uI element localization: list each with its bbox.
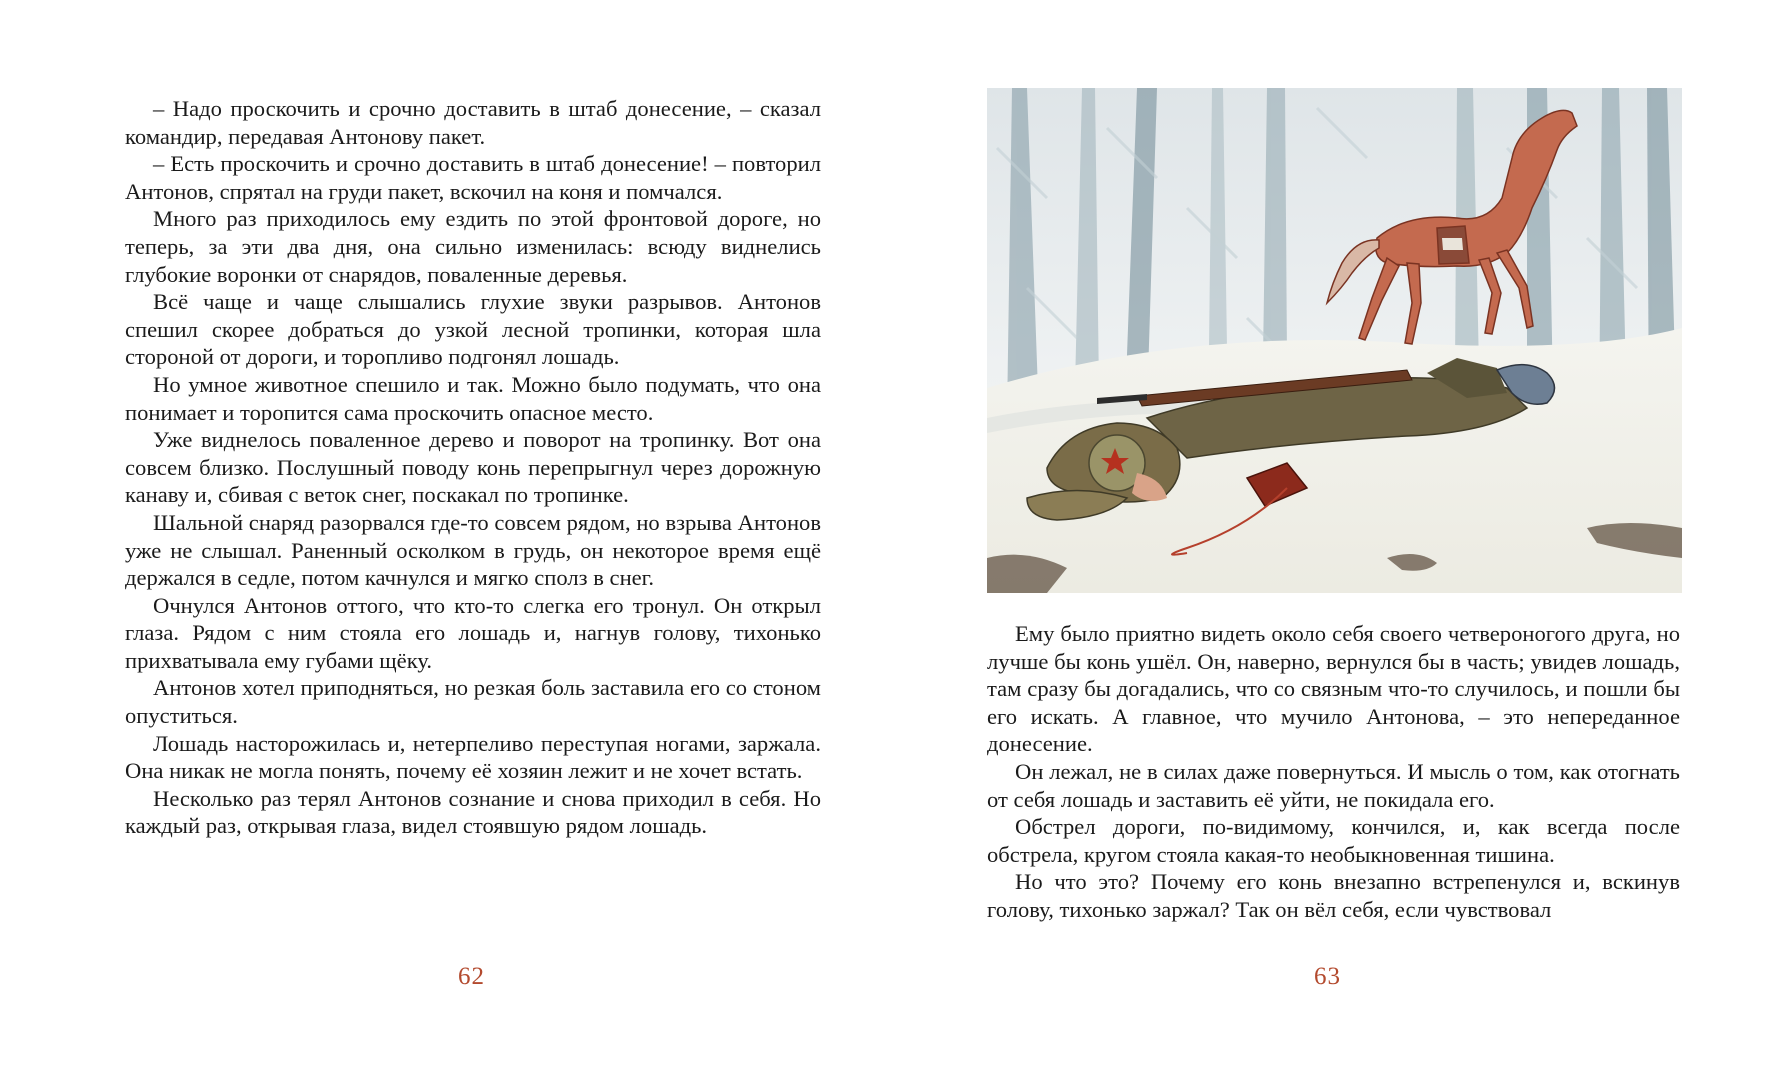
- horse-and-fallen-soldier-illustration: [987, 88, 1682, 593]
- paragraph: Уже виднелось поваленное дерево и поворот на тропинку. Вот она совсем близко. Послушный поводу конь перепрыгнул через дорожную канаву и, сбивая с веток снег, поскакал по тропинке.: [125, 427, 821, 508]
- paragraph: Обстрел дороги, по-видимому, кончился, и, как всегда после обстрела, кругом стояла какая-то необыкновенная тишина.: [987, 814, 1680, 867]
- paragraph: Шальной снаряд разорвался где-то совсем рядом, но взрыва Антонов уже не слышал. Раненный осколком в грудь, он некоторое время ещё держался в седле, потом качнулся и мягко сполз в снег.: [125, 509, 821, 591]
- paragraph: Всё чаще и чаще слышались глухие звуки разрывов. Антонов спешил скорее добраться до узкой лесной тропинки, которая шла стороной от дороги, и торопливо подгонял лошадь.: [125, 289, 821, 370]
- page-number-left: 62: [458, 963, 485, 990]
- paragraph: Лошадь насторожилась и, нетерпеливо переступая ногами, заржала. Она никак не могла понять, почему её хозяин лежит и не хочет встать.: [125, 730, 821, 784]
- paragraph: – Надо проскочить и срочно доставить в штаб донесение, – сказал командир, передавая Антонову пакет.: [125, 96, 821, 149]
- paragraph: Но умное животное спешило и так. Можно было подумать, что она понимает и торопится сама проскочить опасное место.: [125, 371, 821, 425]
- right-page-text: [987, 620, 1680, 924]
- paragraph: Он лежал, не в силах даже повернуться. И мысль о том, как отогнать от себя лошадь и заставить её уйти, не покидала его.: [987, 758, 1680, 812]
- paragraph: Очнулся Антонов оттого, что кто-то слегка его тронул. Он открыл глаза. Рядом с ним стояла его лошадь и, нагнув голову, тихонько прихватывала ему губами щёку.: [125, 592, 821, 673]
- page-number-right: 63: [1314, 963, 1341, 990]
- left-page-text: [125, 95, 821, 840]
- paragraph: Несколько раз терял Антонов сознание и снова приходил в себя. Но каждый раз, открывая глаза, видел стоявшую рядом лошадь.: [125, 785, 821, 839]
- paragraph: Антонов хотел приподняться, но резкая боль заставила его со стоном опуститься.: [125, 675, 821, 729]
- paragraph: – Есть проскочить и срочно доставить в штаб донесение! – повторил Антонов, спрятал на груди пакет, вскочил на коня и помчался.: [125, 151, 821, 204]
- paragraph: Ему было приятно видеть около себя своего четвероногого друга, но лучше бы конь ушёл. Он, наверно, вернулся бы в часть; увидев лошадь, там сразу бы догадались, что со связным что-то случилось, и пошли бы его искать. А главное, что мучило Антонова, – это непереданное донесение.: [987, 621, 1680, 757]
- paragraph: Но что это? Почему его конь внезапно встрепенулся и, вскинув голову, тихонько заржал? Так он вёл себя, если чувствовал: [987, 869, 1680, 922]
- paragraph: Много раз приходилось ему ездить по этой фронтовой дороге, но теперь, за эти два дня, она сильно изменилась: всюду виднелись глубокие воронки от снарядов, поваленные деревья.: [125, 206, 821, 287]
